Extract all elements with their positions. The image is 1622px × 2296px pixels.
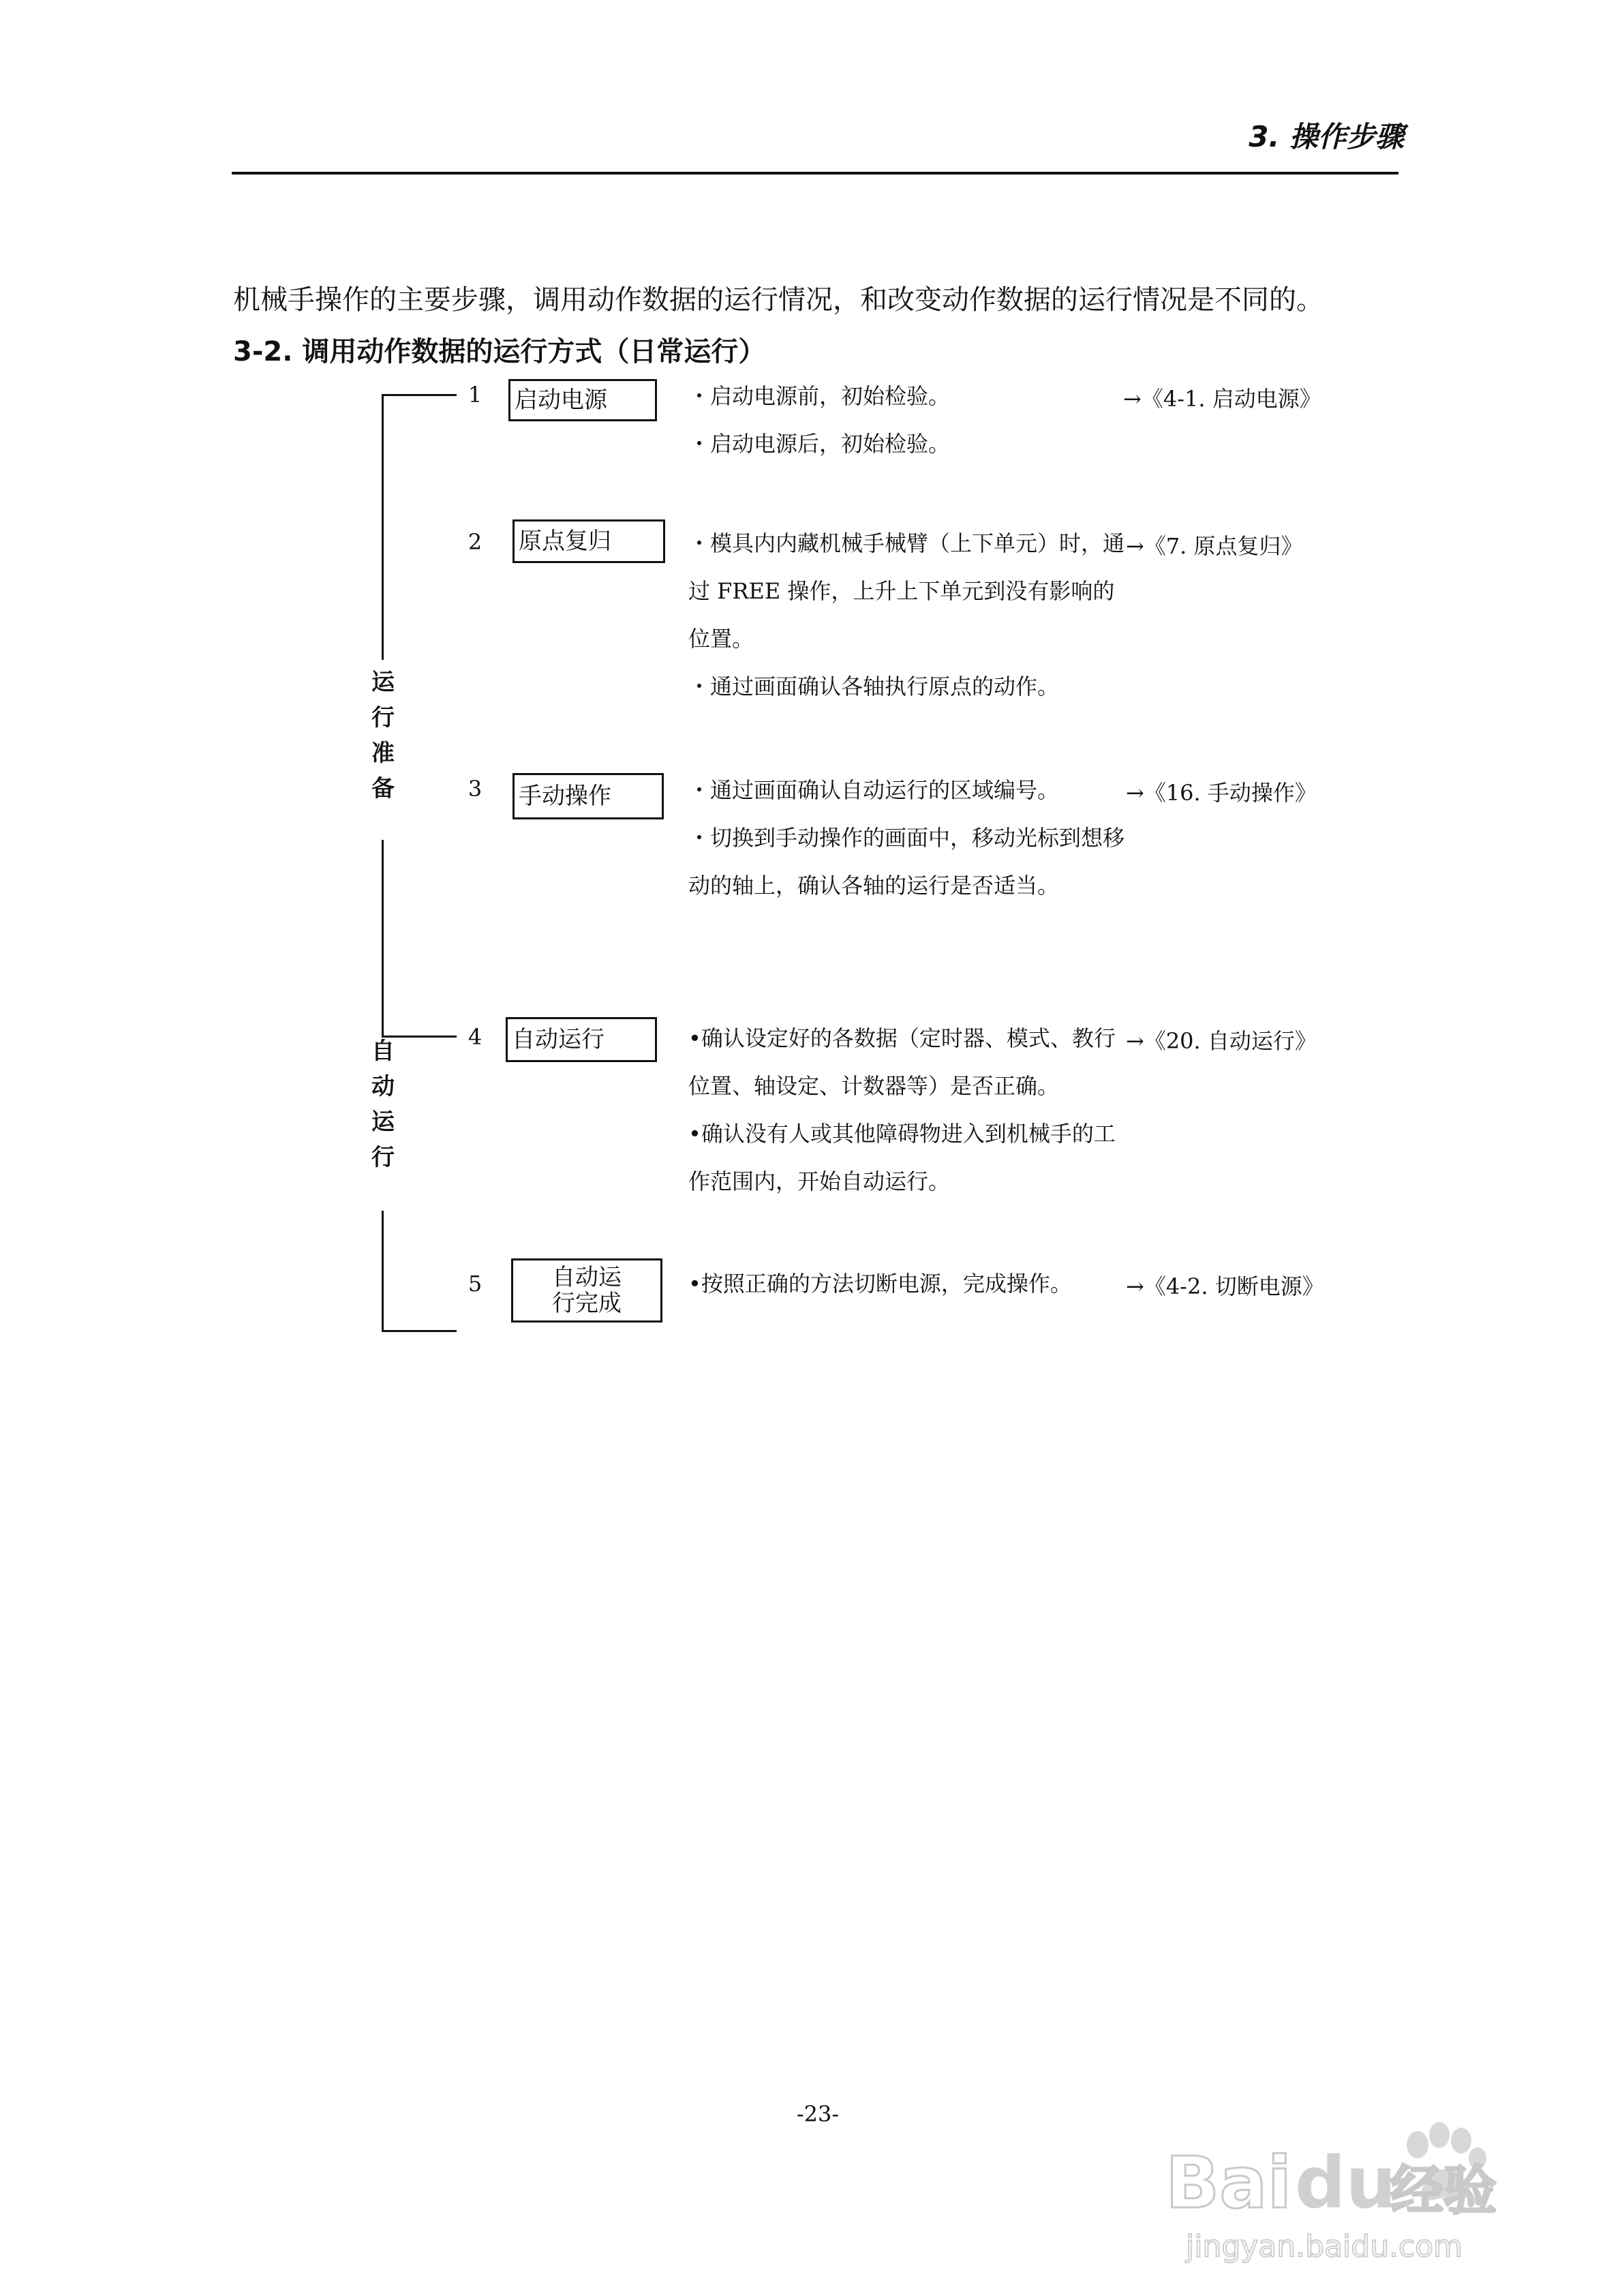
bracket-bottom-horizontal <box>382 1330 457 1332</box>
svg-text:经验: 经验 <box>1390 2160 1497 2222</box>
group-label-char: 行 <box>371 704 395 731</box>
description-line: •确认没有人或其他障碍物进入到机械手的工作范围内，开始自动运行。 <box>688 1121 1116 1194</box>
step-box-power-on: 启动电源 <box>508 379 657 421</box>
svg-text:jingyan.baidu.com: jingyan.baidu.com <box>1186 2229 1463 2264</box>
step-description <box>688 372 1124 468</box>
group-label-char: 自 <box>371 1038 395 1065</box>
step-number: 5 <box>468 1271 483 1297</box>
section-heading: 3-2. 调用动作数据的运行方式（日常运行） <box>233 336 766 367</box>
step-reference: →《16. 手动操作》 <box>1126 780 1317 806</box>
header-divider <box>232 172 1398 175</box>
step-description <box>688 766 1124 909</box>
description-line: ・切换到手动操作的画面中，移动光标到想移动的轴上，确认各轴的运行是否适当。 <box>688 825 1125 898</box>
bracket-prep-vertical-top <box>382 394 384 660</box>
intro-paragraph: 机械手操作的主要步骤，调用动作数据的运行情况，和改变动作数据的运行情况是不同的。 <box>233 284 1323 316</box>
step-reference: →《4-2. 切断电源》 <box>1126 1273 1324 1299</box>
group-label-char: 行 <box>371 1144 395 1171</box>
svg-text:Bai: Bai <box>1165 2141 1292 2224</box>
description-line: ・启动电源前，初始检验。 <box>688 383 951 409</box>
page-number: -23- <box>796 2101 840 2127</box>
description-line: ・启动电源后，初始检验。 <box>688 431 951 457</box>
group-label-char: 运 <box>371 1108 395 1136</box>
step-number: 1 <box>468 382 483 408</box>
baidu-jingyan-watermark-logo <box>1159 2120 1540 2284</box>
step-number: 2 <box>468 529 483 555</box>
step-reference: →《20. 自动运行》 <box>1126 1028 1317 1054</box>
step-description <box>688 1260 1124 1308</box>
step-description <box>688 519 1124 710</box>
bracket-auto-vertical <box>382 1211 384 1332</box>
description-line: •确认设定好的各数据（定时器、模式、教行位置、轴设定、计数器等）是否正确。 <box>688 1025 1116 1099</box>
bracket-prep-vertical-bottom <box>382 840 384 1038</box>
group-label-char: 动 <box>371 1073 395 1100</box>
group-label-char: 准 <box>371 740 395 767</box>
description-line: ・通过画面确认自动运行的区域编号。 <box>688 777 1060 803</box>
group-label-char: 备 <box>371 775 395 802</box>
group-label-auto <box>369 1033 397 1175</box>
svg-text:du: du <box>1295 2141 1396 2224</box>
chapter-title: 3. 操作步骤 <box>1249 120 1404 153</box>
step-box-auto-run-complete: 自动运行完成 <box>511 1258 662 1323</box>
step-reference: →《4-1. 启动电源》 <box>1123 386 1321 412</box>
description-line: ・模具内内藏机械手械臂（上下单元）时，通过 FREE 操作，上升上下单元到没有影响的位置。 <box>688 530 1125 652</box>
description-line: ・通过画面确认各轴执行原点的动作。 <box>688 674 1060 699</box>
step-description <box>688 1014 1124 1205</box>
bracket-top-horizontal <box>382 394 457 396</box>
step-reference: →《7. 原点复归》 <box>1126 533 1303 559</box>
step-box-auto-run: 自动运行 <box>506 1017 657 1062</box>
step-box-manual-operation: 手动操作 <box>512 773 664 819</box>
step-box-home-return: 原点复归 <box>512 519 665 563</box>
step-number: 4 <box>468 1024 483 1050</box>
group-label-char: 运 <box>371 669 395 696</box>
group-label-prep <box>369 665 397 806</box>
step-number: 3 <box>468 776 483 802</box>
description-line: •按照正确的方法切断电源，完成操作。 <box>688 1271 1072 1297</box>
